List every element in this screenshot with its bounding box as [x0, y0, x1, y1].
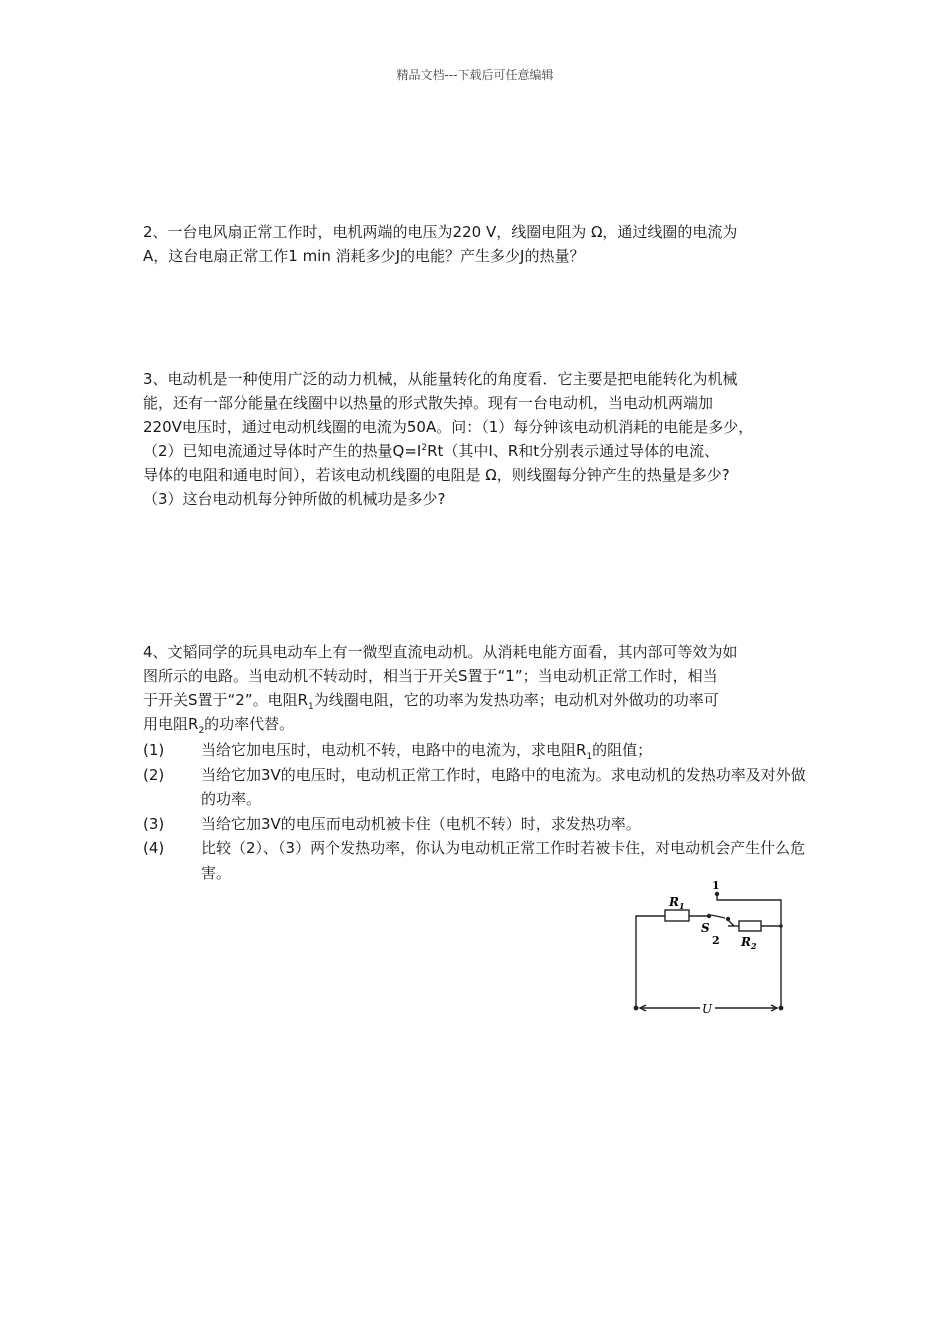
resistor-r1	[665, 910, 689, 921]
question-2	[143, 220, 818, 268]
circuit-diagram	[628, 880, 792, 1020]
q2-line: A，这台电扇正常工作1 min 消耗多少J的电能？产生多少J的热量？	[143, 247, 585, 265]
q4-line: 图所示的电路。当电动机不转动时，相当于开关S置于“1”；当电动机正常工作时，相当	[143, 667, 718, 685]
q3-line: （2）已知电流通过导体时产生的热量$Q=I^2Rt$（其中I、R和t分别表示通过导体的电流、	[143, 442, 720, 460]
resistor-r2	[739, 921, 761, 931]
terminal-1	[715, 892, 719, 896]
q4-line: 于开关S置于“2”。电阻$R_1$为线圈电阻，它的功率为发热功率；电动机对外做功的功率可	[143, 691, 719, 712]
question-4	[143, 640, 818, 885]
q3-line: （3）这台电动机每分钟所做的机械功是多少?	[143, 490, 446, 508]
switch-label: S	[701, 921, 710, 935]
q4-line: 4、文韬同学的玩具电动车上有一微型直流电动机。从消耗电能方面看，其内部可等效为如	[143, 643, 738, 661]
q2-line: 2、一台电风扇正常工作时，电机两端的电压为220 V，线圈电阻为 Ω，通过线圈的电流为	[143, 223, 738, 241]
sub-question: (2) 当给它加3V的电压时，电动机正常工作时，电路中的电流为。求电动机的发热功率及对外做的功率。	[143, 765, 806, 808]
r2-label: $R_2$	[741, 935, 757, 951]
q3-line: 能，还有一部分能量在线圈中以热量的形式散失掉。现有一台电动机，当电动机两端加	[143, 394, 714, 412]
switch-blade	[711, 915, 725, 918]
page-header: 精品文档---下载后可任意编辑	[396, 68, 554, 82]
switch-pivot	[707, 914, 711, 918]
sub-question-list	[143, 738, 818, 885]
sub-question: (1) 当给它加电压时，电动机不转，电路中的电流为，求电阻$R_1$的阻值；	[143, 741, 653, 762]
terminal-2	[726, 917, 730, 921]
pos1-label: 1	[712, 880, 720, 892]
q4-line: 用电阻$R_2$的功率代替。	[143, 715, 295, 736]
q3-line: 3、电动机是一种使用广泛的动力机械，从能量转化的角度看．它主要是把电能转化为机械	[143, 370, 738, 388]
q3-line: 220V电压时，通过电动机线圈的电流为50A。问：（1）每分钟该电动机消耗的电能是多少，	[143, 418, 754, 436]
wire-terminal-1	[717, 896, 781, 1008]
r1-label: $R_1$	[669, 895, 685, 911]
junction-r2	[779, 924, 783, 928]
sub-question: (4) 比较（2）、（3）两个发热功率，你认为电动机正常工作时若被卡住，对电动机会产生什么危害。	[143, 839, 806, 882]
voltage-label: U	[702, 1002, 713, 1016]
terminal-right	[779, 1006, 784, 1011]
pos2-label: 2	[712, 934, 720, 947]
q3-line: 导体的电阻和通电时间），若该电动机线圈的电阻是 Ω，则线圈每分钟产生的热量是多少?	[143, 466, 730, 484]
sub-question: (3) 当给它加3V的电压而电动机被卡住（电机不转）时，求发热功率。	[143, 814, 641, 833]
wire-left	[636, 916, 665, 1008]
terminal-left	[634, 1006, 639, 1011]
question-3	[143, 367, 818, 511]
